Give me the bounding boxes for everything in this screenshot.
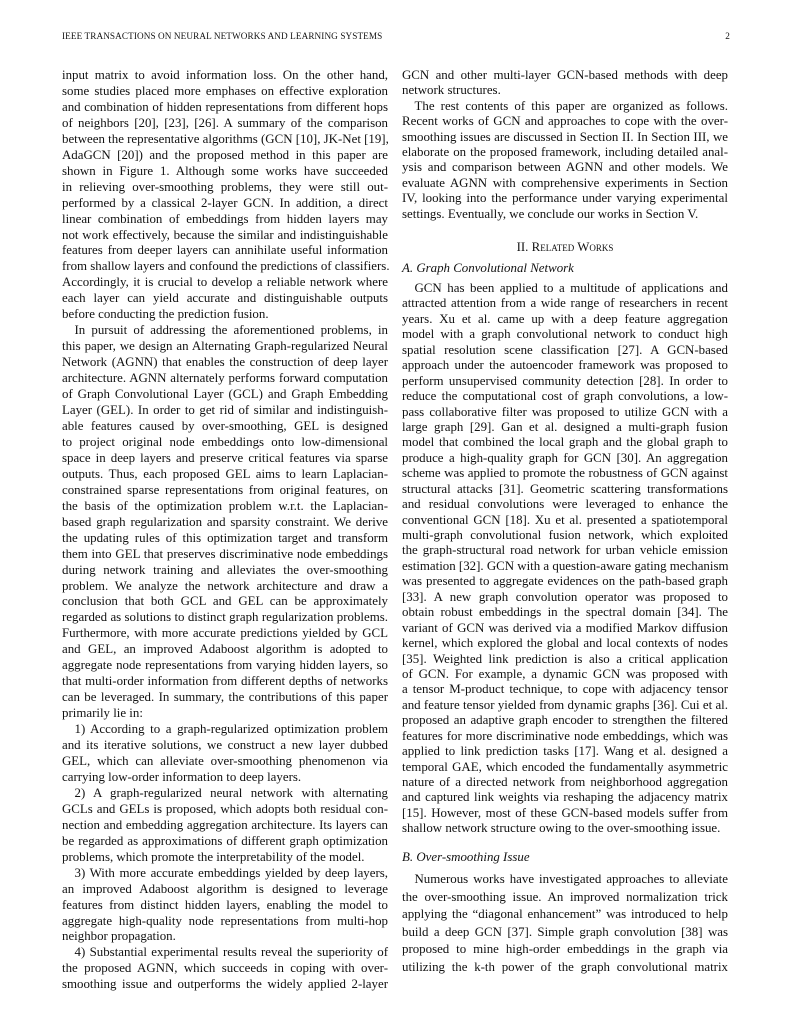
paragraph xyxy=(62,722,388,786)
text-line: of Graph Convolutional Layer (GCL) and Graph Embedding xyxy=(62,387,388,402)
text-line: Recent works of GCN and approaches to cope with the over- xyxy=(402,114,728,129)
text-line: scheme was applied to promote the robustness of GCN against xyxy=(402,466,728,481)
text-line: Accordingly, it is crucial to develop a reliable network where xyxy=(62,275,388,290)
text-line: proposed to mine high-order embeddings in the graph via xyxy=(402,942,728,957)
paragraph xyxy=(62,945,388,993)
text-line: able features caused by over-smoothing, GEL is designed xyxy=(62,418,388,433)
text-line: neighbor propagation. xyxy=(62,929,176,944)
paragraph xyxy=(402,281,728,837)
text-line: multi-graph convolutional fusion network, which exploited xyxy=(402,528,728,542)
text-line: applying the “diagonal enhancement” was introduced to help xyxy=(402,907,728,922)
text-line: of GCN. For example, a dynamic GCN was proposed with xyxy=(402,666,728,681)
text-line: to project original node embeddings onto low-dimensional xyxy=(62,434,388,449)
text-line: the proposed AGNN, which succeeds in coping with over- xyxy=(62,961,388,976)
text-line: utilizing the k-th power of the graph convolutional matrix xyxy=(402,959,728,974)
text-line: from shallow layers and confound the predictions of classifiers. xyxy=(62,259,390,274)
text-line: and GEL, an improved Adaboost algorithm is adopted to xyxy=(62,642,388,657)
text-line: features for more discriminative node embeddings, which was xyxy=(402,728,728,743)
text-line: Furthermore, with more accurate predictions yielded by GCL xyxy=(62,626,388,641)
text-line: performed by a classical 2-layer GCN. In addition, a direct xyxy=(62,195,388,210)
gcn-section-text xyxy=(402,281,728,837)
text-line: attracted attention from a wide range of researchers in recent xyxy=(402,296,728,311)
text-line: the basis of the optimization problem w.r.t. the Laplacian- xyxy=(62,498,388,513)
text-line: AdaGCN [20]) and the proposed method in this paper are xyxy=(62,147,388,162)
text-line: [15]. However, most of these GCN-based models suffer from xyxy=(402,805,728,820)
text-line: problem. We analyze the network architecture and draw a xyxy=(62,578,388,593)
text-line: kernel, which explored the global and local contexts of nodes xyxy=(402,636,728,651)
text-line: and residual convolutions were leveraged to enhance the xyxy=(402,497,728,512)
text-line: 3) With more accurate embeddings yielded by deep layers, xyxy=(74,865,388,880)
text-line: settings. Eventually, we conclude our works in Section V. xyxy=(402,206,699,221)
text-line: and its iterative solutions, we construct a new layer dubbed xyxy=(62,738,388,753)
text-line: 2) A graph-regularized neural network with alternating xyxy=(74,785,388,800)
text-line: each layer can yield accurate and distinguishable outputs xyxy=(62,291,388,306)
text-line: obtain robust embeddings in the spectral domain [34]. The xyxy=(402,605,728,620)
text-line: nature of a directed network from neighborhood aggregation xyxy=(402,775,728,789)
text-line: network structures. xyxy=(402,83,501,98)
text-line: can be leveraged. In summary, the contributions of this paper xyxy=(62,690,388,705)
text-line: build a deep GCN [37]. Simple graph convolution [38] was xyxy=(402,924,728,939)
text-line: Network (AGNN) that enables the construction of deep layer xyxy=(62,355,388,370)
text-line: aggregate node representations from varying hidden layers, so xyxy=(62,658,388,673)
text-line: that multi-order information from different depths of networks xyxy=(62,674,388,689)
text-line: pass collaborative filter was proposed to utilize GCN with a xyxy=(402,404,728,419)
text-line: primarily lie in: xyxy=(62,706,143,721)
text-line: features from distinct hidden layers, enabling the model to xyxy=(62,897,388,912)
text-line: The rest contents of this paper are organized as follows. xyxy=(414,98,728,113)
subsection-heading-gcn: A. Graph Convolutional Network xyxy=(402,261,574,275)
text-line: proposed an adaptive graph encoder to strengthen the filtered xyxy=(402,713,728,728)
text-line: architecture. AGNN alternately performs forward computation xyxy=(62,371,388,386)
text-line: conclusion that both GCL and GEL can be approximately xyxy=(62,594,388,609)
text-line: large graph [29]. Gan et al. designed a multi-graph fusion xyxy=(402,419,728,434)
paragraph xyxy=(402,99,728,222)
text-line: the over-smoothing issue. An improved normalization trick xyxy=(402,889,728,904)
text-line: input matrix to avoid information loss. On the other hand, xyxy=(62,68,388,82)
text-line: be regarded as approximations of different graph optimization xyxy=(62,833,388,848)
text-line: estimation [32]. GCN with a question-aware gating mechanism xyxy=(402,558,729,573)
text-line: years. Xu et al. came up with a deep feature aggregation xyxy=(402,311,728,326)
paragraph xyxy=(402,871,728,977)
right-column-intro-text xyxy=(402,68,728,222)
text-line: shallow network structure owing to the over-smoothing issue. xyxy=(402,821,721,836)
text-line: conventional GCN [18]. Xu et al. presented a spatiotemporal xyxy=(402,512,728,527)
text-line: 1) According to a graph-regularized optimization problem xyxy=(74,722,388,737)
text-line: during network training and alleviates the over-smoothing xyxy=(62,562,388,577)
text-line: [35]. Weighted link prediction is also a critical application xyxy=(402,651,728,666)
text-line: based graph regularization and sparsity constraint. We derive xyxy=(62,514,388,529)
text-line: produce a high-quality graph for GCN [30]. An aggregation xyxy=(402,450,728,465)
text-line: this paper, we design an Alternating Graph-regularized Neural xyxy=(62,339,388,354)
text-line: IV, looking into the performance under varying experimental xyxy=(402,191,728,206)
paragraph xyxy=(62,68,388,323)
text-line: carrying low-order information to deep layers. xyxy=(62,769,302,784)
text-line: of neighbors [20], [23], [26]. A summary of the comparison xyxy=(62,115,388,130)
text-line: Layer (GEL). In order to get rid of similar and indistinguish- xyxy=(62,403,388,418)
text-line: before conducting the prediction fusion. xyxy=(62,307,269,322)
text-line: model with a graph convolutional network to conduct high xyxy=(402,327,728,342)
text-line: aggregate high-quality node representations from multi-hop xyxy=(62,913,388,928)
running-header-journal: IEEE TRANSACTIONS ON NEURAL NETWORKS AND LEARNING SYSTEMS xyxy=(62,31,383,41)
text-line: applied to link prediction tasks [17]. Wang et al. designed a xyxy=(402,744,728,759)
text-line: approach under the autoencoder framework was proposed to xyxy=(402,358,728,373)
text-line: GCN and other multi-layer GCN-based methods with deep xyxy=(402,68,728,82)
left-column-text xyxy=(62,68,388,993)
text-line: ysis and comparison between AGNN and other models. We xyxy=(402,160,728,175)
text-line: between the representative algorithms (GCN [10], JK-Net [19], xyxy=(62,131,389,146)
text-line: Numerous works have investigated approaches to alleviate xyxy=(414,872,728,886)
over-smoothing-section-text xyxy=(402,871,728,977)
text-line: linear combination of embeddings from hidden layers may xyxy=(62,211,388,226)
text-line: GCLs and GELs is proposed, which adopts both residual con- xyxy=(62,801,388,816)
text-line: the graph-structural road network for urban vehicle emission xyxy=(402,543,728,558)
text-line: smoothing issues are discussed in Section II. In Section III, we xyxy=(402,129,728,144)
text-line: in relieving over-smoothing problems, they were still out- xyxy=(62,179,388,194)
text-line: constrained sparse representations from original features, on xyxy=(62,482,388,497)
text-line: problems, which promote the interpretability of the model. xyxy=(62,849,365,864)
text-line: the updating rules of this optimization target and transform xyxy=(62,530,388,545)
text-line: structural attacks [31]. Geometric scattering transformations xyxy=(402,481,728,496)
text-line: spatial resolution scene classification [27]. A GCN-based xyxy=(402,342,728,357)
text-line: was presented to aggregate evidences on the path-based graph xyxy=(402,574,728,589)
text-line: and feature tensor yielded from dynamic graphs [36]. Cui et al. xyxy=(402,697,728,712)
text-line: not work effectively, because the similar and indistinguishable xyxy=(62,227,388,242)
text-line: some studies placed more emphases on effective exploration xyxy=(62,83,388,98)
text-line: variant of GCN was derived via a modified Markov diffusion xyxy=(402,620,728,635)
text-line: a tensor M-product technique, to cope with adjacency tensor xyxy=(402,682,728,697)
text-line: them into GEL that preserves discriminative node embeddings xyxy=(62,546,388,561)
text-line: smoothing issue and outperforms the widely applied 2-layer xyxy=(62,977,388,992)
text-line: GCN has been applied to a multitude of applications and xyxy=(414,281,728,295)
subsection-heading-over-smoothing: B. Over-smoothing Issue xyxy=(402,850,530,864)
text-line: In pursuit of addressing the aforementioned problems, in xyxy=(74,323,388,338)
text-line: shown in Figure 1. Although some works have succeeded xyxy=(62,163,388,178)
text-line: and captured link weights via reshaping the adjacency matrix xyxy=(402,790,728,805)
text-line: perform unsupervised community detection [28]. In order to xyxy=(402,373,728,388)
page-number: 2 xyxy=(725,31,730,41)
text-line: features from deeper layers can annihilate useful information xyxy=(62,243,388,258)
section-number: II. xyxy=(516,240,529,254)
paragraph xyxy=(62,786,388,866)
text-line: 4) Substantial experimental results reveal the superiority of xyxy=(74,945,388,960)
text-line: temporal GAE, which encoded the fundamentally asymmetric xyxy=(402,759,728,774)
text-line: and combination of hidden representations from different hops xyxy=(62,99,388,114)
paragraph xyxy=(402,68,728,99)
text-line: evaluate AGNN with comprehensive experiments in Section xyxy=(402,175,728,190)
text-line: space in deep layers and preserve critical features via sparse xyxy=(62,450,388,465)
text-line: reduce the computational cost of graph convolutions, a low- xyxy=(402,389,728,404)
section-heading-related-works xyxy=(402,239,728,255)
text-line: an improved Adaboost algorithm is designed to leverage xyxy=(62,881,388,896)
text-line: outputs. Thus, each proposed GEL aims to learn Laplacian- xyxy=(62,466,388,481)
text-line: regarded as solutions to distinct graph regularization problems. xyxy=(62,610,388,625)
text-line: [33]. A new graph convolution operator was proposed to xyxy=(402,589,728,604)
text-line: GEL, which can alleviate over-smoothing phenomenon via xyxy=(62,753,388,768)
text-line: nection and embedding aggregation architecture. Its layers can xyxy=(62,817,388,832)
paragraph xyxy=(62,866,388,946)
text-line: model that combined the local graph and the global graph to xyxy=(402,435,728,450)
section-title: Related Works xyxy=(531,240,614,254)
paragraph xyxy=(62,323,388,722)
text-line: elaborate on the proposed framework, including detailed anal- xyxy=(402,145,728,160)
